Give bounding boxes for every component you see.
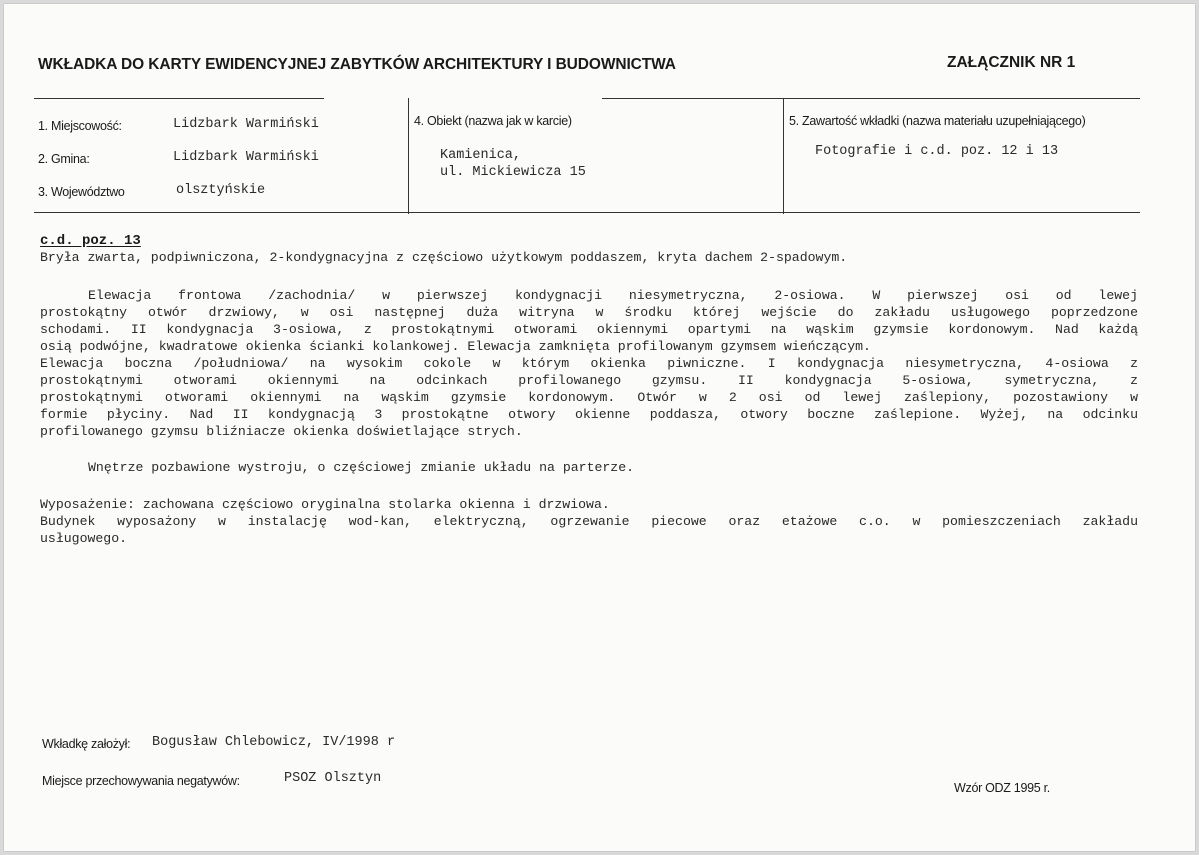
record-card: [4, 4, 1195, 851]
body-line: Wyposażenie: zachowana częściowo oryginalna stolarka okienna i drzwiowa.: [40, 497, 610, 512]
body-line: prostokątny otwór drzwiowy, w osi następnej duża witryna w środku której wejście do zakładu usługowego poprzedzone: [40, 305, 1138, 320]
field-value-zawartosc: Fotografie i c.d. poz. 12 i 13: [815, 144, 1059, 159]
body-line: usługowego.: [40, 531, 128, 546]
body-line: schodami. II kondygnacja 3-osiowa, z prostokątnymi otworami okiennymi opartymi na wąskim gzymsie kordonowym. Nad każdą: [40, 322, 1138, 337]
top-rule-right: [602, 98, 1140, 99]
body-line: Elewacja frontowa /zachodnia/ w pierwszej kondygnacji niesymetryczna, 2-osiowa. W pierwszej osi od lewej: [88, 288, 1138, 303]
body-line: Budynek wyposażony w instalację wod-kan, elektryczną, ogrzewanie piecowe oraz etażowe c.o. w pomieszczeniach zakładu: [40, 514, 1138, 529]
negatives-storage-value: PSOZ Olsztyn: [284, 771, 382, 786]
body-line: formie płyciny. Nad II kondygnacją 3 prostokątne otwory okienne poddasza, otwory boczne zaślepione. Wyżej, na odcinku: [40, 407, 1138, 422]
body-line: Bryła zwarta, podpiwniczona, 2-kondygnacyjna z częściowo użytkowym poddaszem, kryta dachem 2-spadowym.: [40, 250, 848, 265]
author-label: Wkładkę założył:: [42, 737, 131, 751]
author-value: Bogusław Chlebowicz, IV/1998 r: [152, 735, 396, 750]
field-value-gmina: Lidzbark Warmiński: [173, 150, 319, 165]
field-value-obiekt-line1: Kamienica,: [440, 148, 522, 163]
attachment-number: ZAŁĄCZNIK NR 1: [947, 54, 1076, 71]
column-divider-2: [783, 98, 784, 214]
body-line: prostokątnymi otworami okiennymi na odcinkach profilowanego gzymsu. II kondygnacja 5-osiowa, symetryczna, z: [40, 373, 1138, 388]
field-value-miejscowosc: Lidzbark Warmiński: [173, 117, 319, 132]
body-line: profilowanego gzymsu bliźniacze okienka doświetlające strych.: [40, 424, 523, 439]
field-value-wojewodztwo: olsztyńskie: [176, 183, 266, 198]
field-value-obiekt-line2: ul. Mickiewicza 15: [440, 165, 586, 180]
body-line: osią podwójne, kwadratowe okienka ścianki kolankowej. Elewacja zamknięta profilowanym gzymsem wieńczącym.: [40, 339, 871, 354]
negatives-storage-label: Miejsce przechowywania negatywów:: [42, 774, 240, 788]
body-line: Elewacja boczna /południowa/ na wysokim cokole w którym okienka piwniczne. I kondygnacja niesymetryczna, 4-osiowa z: [40, 356, 1138, 371]
field-label-miejscowosc: 1. Miejscowość:: [38, 119, 122, 133]
template-version: Wzór ODZ 1995 r.: [954, 781, 1050, 795]
field-label-obiekt: 4. Obiekt (nazwa jak w karcie): [414, 114, 572, 128]
field-label-zawartosc: 5. Zawartość wkładki (nazwa materiału uzupełniającego): [789, 114, 1086, 128]
section-title: c.d. poz. 13: [40, 233, 141, 249]
column-divider-1: [408, 98, 409, 214]
bottom-rule: [34, 212, 1140, 213]
top-rule-left: [34, 98, 324, 99]
body-line: Wnętrze pozbawione wystroju, o częściowej zmianie układu na parterze.: [88, 460, 635, 475]
field-label-wojewodztwo: 3. Województwo: [38, 185, 125, 199]
body-line: prostokątnymi otworami okiennymi na wąskim gzymsie kordonowym. Otwór w 2 osi od lewej zaślepiony, pozostawiony w: [40, 390, 1138, 405]
field-label-gmina: 2. Gmina:: [38, 152, 90, 166]
document-title: WKŁADKA DO KARTY EWIDENCYJNEJ ZABYTKÓW ARCHITEKTURY I BUDOWNICTWA: [38, 56, 676, 73]
